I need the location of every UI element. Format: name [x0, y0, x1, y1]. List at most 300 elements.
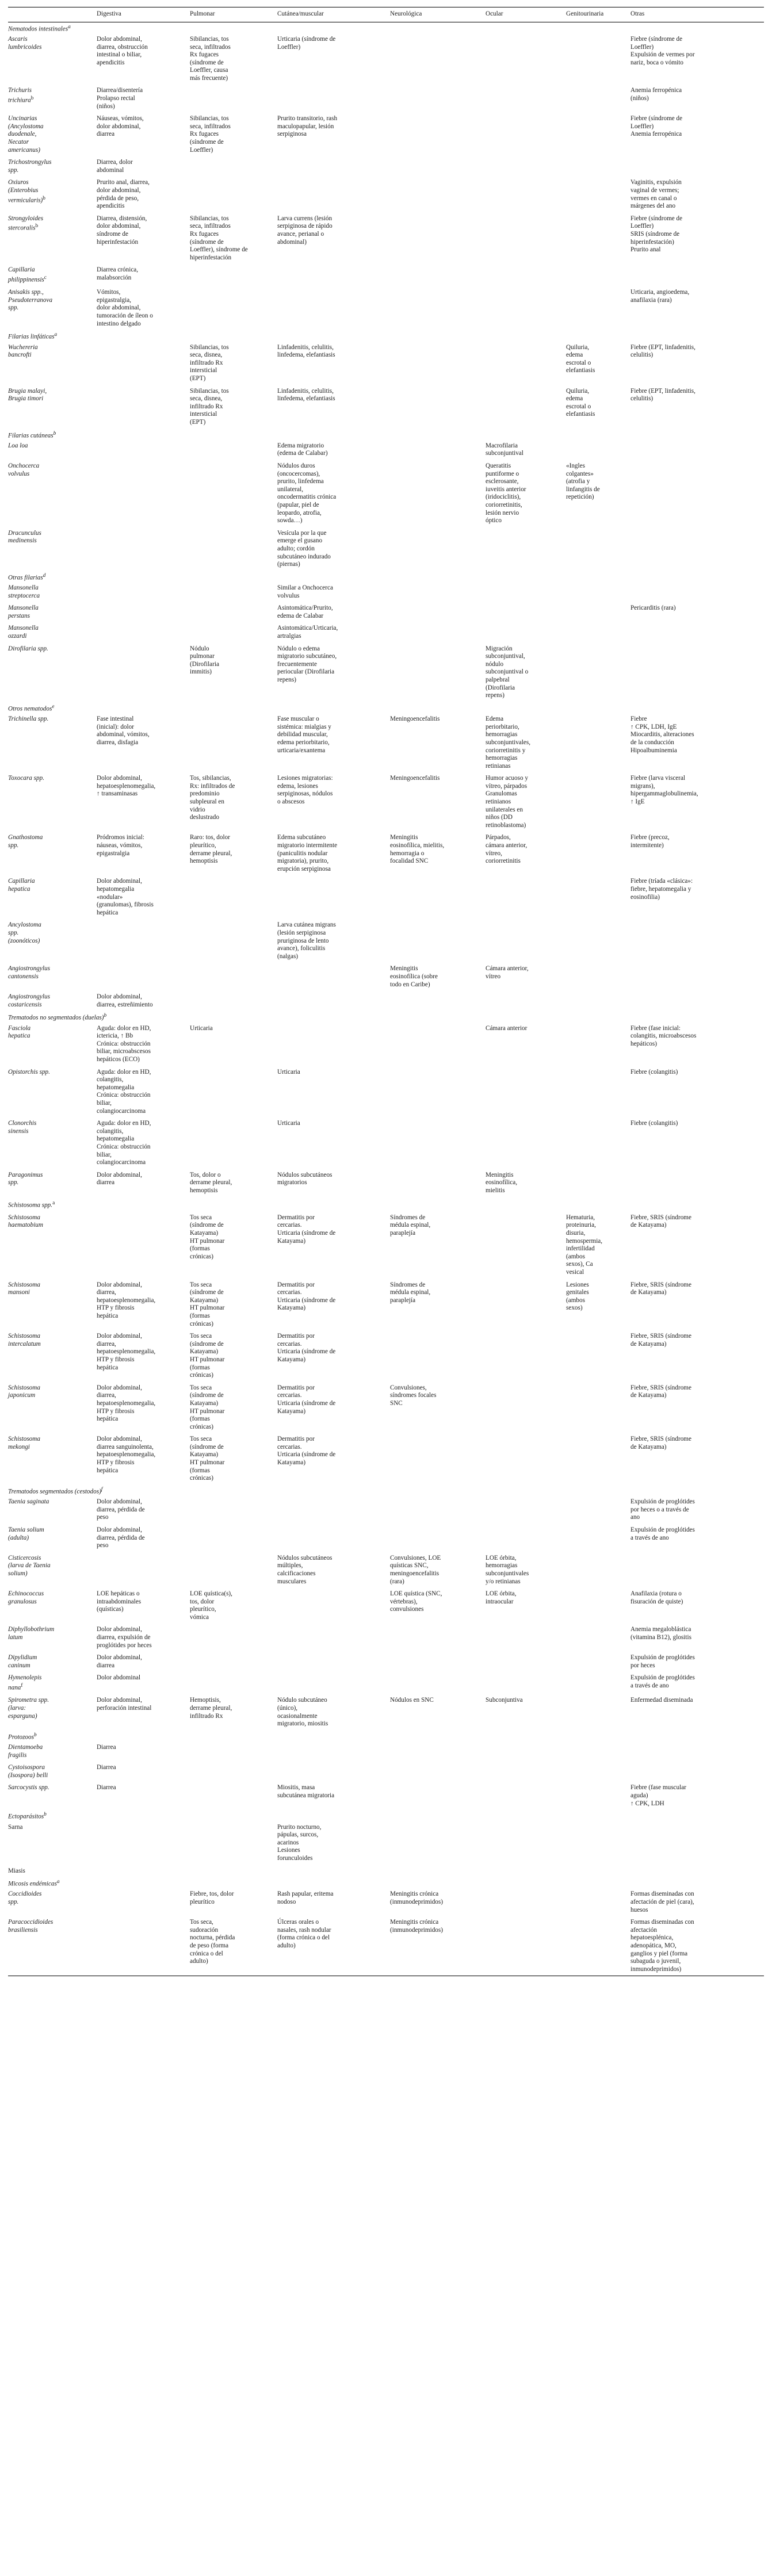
table-cell: Dermatitis por cercarias. Urticaria (síndrome de Katayama) — [277, 1333, 336, 1363]
table-cell: Pródromos inicial: náuseas, vómitos, epigastralgia — [97, 834, 144, 857]
table-row — [8, 286, 764, 330]
table-cell: Dolor abdominal, diarrea, hepatoesplenomegalia, HTP y fibrosis hepática — [97, 1333, 156, 1371]
table-cell — [486, 1496, 566, 1524]
table-cell — [277, 875, 390, 919]
parasite-name-cell — [8, 1888, 97, 1916]
table-cell — [566, 113, 630, 156]
table-cell: Fiebre (fase inicial: colangitis, microabscesos hepáticos) — [630, 1024, 697, 1047]
parasite-name: Angiostrongylus cantonensis — [8, 965, 50, 980]
table-row — [8, 1433, 764, 1485]
table-cell: Dermatitis por cercarias. Urticaria (síndrome de Katayama) — [277, 1214, 336, 1245]
parasite-name: Mansonella ozzardi — [8, 625, 39, 640]
parasite-name-cell — [8, 213, 97, 265]
table-row — [8, 156, 764, 177]
table-cell: Expulsión de proglótides a través de ano — [630, 1526, 695, 1541]
column-header: Neurológica — [390, 7, 486, 22]
table-row — [8, 582, 764, 602]
table-row — [8, 1212, 764, 1279]
parasite-name: Coccidioides spp. — [8, 1890, 42, 1906]
table-cell: Nódulo subcutáneo (único), ocasionalmente migratorio, miositis — [277, 1697, 328, 1728]
table-cell — [190, 1782, 277, 1810]
table-cell — [97, 342, 190, 385]
section-heading-row — [8, 1877, 764, 1888]
table-cell: Nódulos subcutáneos migratorios — [277, 1171, 333, 1186]
table-cell — [566, 832, 630, 875]
section-label: Micosis endémicas — [8, 1880, 57, 1888]
table-cell: LOE órbita, intraocular — [486, 1590, 517, 1605]
section-heading — [8, 1011, 764, 1022]
table-cell — [190, 1117, 277, 1169]
parasite-name: Schistosoma spp. — [8, 1201, 53, 1209]
table-cell — [630, 1865, 764, 1878]
parasite-name: Taenia saginata — [8, 1498, 49, 1506]
parasite-name: Cisticercosis (larva de Taenia solium) — [8, 1554, 51, 1577]
parasite-name-cell — [8, 832, 97, 875]
table-cell: Urticaria — [277, 1068, 300, 1075]
footnote-marker: b — [53, 430, 56, 437]
table-cell: Fiebre, SRIS (síndrome de Katayama) — [630, 1436, 691, 1450]
table-cell — [190, 1741, 277, 1762]
section-heading — [8, 571, 764, 582]
parasite-name: Strongyloides stercoralis — [8, 215, 44, 232]
table-cell — [566, 1762, 630, 1782]
table-cell: Dolor abdominal, hepatomegalia «nodular» (granulomas), fibrosis hepática — [97, 878, 154, 916]
parasite-name-cell — [8, 1330, 97, 1382]
footnote-marker: a — [54, 332, 58, 338]
table-cell: Formas diseminadas con afectación hepatoesplénica, adenopática, MO, ganglios y piel (forma subaguda o juvenil, inmunodeprimidos) — [630, 1919, 694, 1973]
table-cell — [566, 33, 630, 85]
footnote-marker: a — [56, 1879, 60, 1885]
table-cell — [486, 1212, 566, 1279]
parasite-name: Schistosoma mekongi — [8, 1436, 40, 1450]
table-cell: Anemia megaloblástica (vitamina B12), glositis — [630, 1626, 691, 1641]
table-cell: Lesiones migratorias: edema, lesiones serpiginosas, nódulos o abscesos — [277, 775, 333, 806]
table-cell — [277, 963, 390, 991]
table-cell: Miositis, masa subcutánea migratoria — [277, 1784, 335, 1800]
table-cell — [566, 1169, 630, 1197]
parasite-name: Schistosoma japonicum — [8, 1384, 40, 1399]
footnote-marker: b — [30, 95, 34, 102]
table-cell — [277, 1588, 390, 1624]
parasite-name-cell — [8, 1762, 97, 1782]
table-row — [8, 1588, 764, 1624]
table-cell: Tos seca (síndrome de Katayama) HT pulmonar (formas crónicas) — [190, 1333, 225, 1379]
table-cell — [390, 460, 486, 527]
table-cell — [486, 1916, 566, 1976]
table-cell: Dolor abdominal, diarrea, hepatoesplenomegalia, HTP y fibrosis hepática — [97, 1384, 156, 1423]
table-cell — [190, 1652, 277, 1672]
table-cell: Fiebre (EPT, linfadenitis, celulitis) — [630, 343, 695, 359]
table-cell — [190, 85, 277, 113]
table-cell — [390, 385, 486, 429]
table-cell: Tos seca (síndrome de Katayama) HT pulmonar (formas crónicas) — [190, 1214, 225, 1260]
table-cell — [390, 602, 486, 622]
parasite-name: Ascaris lumbricoides — [8, 35, 42, 51]
table-row — [8, 264, 764, 286]
parasite-name-cell — [8, 713, 97, 772]
table-cell: Sibilancias, tos seca, disnea, infiltrado Rx intersticial (EPT) — [190, 343, 229, 382]
section-heading — [8, 1731, 764, 1741]
table-row — [8, 919, 764, 963]
parasite-name-cell — [8, 1524, 97, 1552]
table-cell — [566, 772, 630, 832]
parasite-name: Diphyllobothrium latum — [8, 1626, 55, 1641]
section-heading-row — [8, 1731, 764, 1741]
table-cell: Edema subcutáneo migratorio intermitente (paniculitis nodular migratoria), prurito, erupción serpiginosa — [277, 834, 338, 872]
table-cell: Formas diseminadas con afectación de piel (cara), huesos — [630, 1890, 694, 1913]
table-row — [8, 1279, 764, 1331]
table-cell: Diarrea — [97, 1784, 116, 1792]
table-cell: Anemia ferropénica (niños) — [630, 87, 682, 102]
table-cell — [486, 1382, 566, 1434]
section-heading-row — [8, 1810, 764, 1821]
table-cell — [277, 177, 390, 212]
table-row — [8, 460, 764, 527]
parasite-name-cell — [8, 177, 97, 212]
section-heading-row — [8, 571, 764, 582]
footnote-marker: b — [44, 1812, 47, 1818]
parasite-name-cell — [8, 1672, 97, 1694]
table-cell — [566, 1496, 630, 1524]
parasite-name: Trichostrongylus spp. — [8, 159, 52, 174]
column-header: Digestiva — [97, 7, 190, 22]
table-cell — [486, 1865, 566, 1878]
table-cell — [566, 1694, 630, 1730]
table-cell — [97, 1888, 190, 1916]
table-cell — [390, 85, 486, 113]
section-label: Protozoos — [8, 1733, 34, 1741]
table-cell: Sibilancias, tos seca, infiltrados Rx fugaces (síndrome de Loeffler) — [190, 115, 231, 154]
table-cell: Linfadenitis, celulitis, linfedema, elefantiasis — [277, 387, 335, 403]
table-row — [8, 1169, 764, 1197]
table-cell — [390, 113, 486, 156]
table-cell: Cámara anterior, vítreo — [486, 965, 529, 980]
table-row — [8, 963, 764, 991]
table-cell: Aguda: dolor en HD, colangitis, hepatomegalia Crónica: obstrucción biliar, colangiocarcinoma — [97, 1120, 151, 1166]
parasite-name-cell — [8, 1382, 97, 1434]
table-cell: Prurito anal, diarrea, dolor abdominal, pérdida de peso, apendicitis — [97, 179, 150, 210]
table-cell: Dolor abdominal, perforación intestinal — [97, 1697, 152, 1712]
table-cell — [190, 1524, 277, 1552]
table-row — [8, 177, 764, 212]
table-row — [8, 1888, 764, 1916]
table-cell — [390, 33, 486, 85]
table-cell — [190, 582, 277, 602]
column-header: Otras — [630, 7, 764, 22]
table-cell: Tos, dolor o derrame pleural, hemoptisis — [190, 1171, 232, 1194]
parasite-name: Schistosoma mansoni — [8, 1281, 40, 1296]
table-row — [8, 602, 764, 622]
table-cell: Dolor abdominal, diarrea sanguinolenta, hepatoesplenomegalia, HTP y fibrosis hepática — [97, 1436, 156, 1474]
table-cell — [630, 460, 764, 527]
table-cell — [390, 1197, 486, 1212]
parasite-name: Paragonimus spp. — [8, 1171, 43, 1186]
table-cell: Dolor abdominal, diarrea, pérdida de peso — [97, 1498, 145, 1521]
footnote-marker: d — [43, 572, 46, 579]
parasite-name: Dracunculus medinensis — [8, 529, 41, 545]
table-cell — [190, 1821, 277, 1865]
table-cell — [390, 919, 486, 963]
table-cell — [566, 622, 630, 642]
table-cell: Diarrea, distensión, dolor abdominal, síndrome de hiperinfestación — [97, 215, 147, 246]
table-cell — [486, 342, 566, 385]
parasite-name-cell — [8, 1916, 97, 1976]
table-cell — [277, 156, 390, 177]
table-cell: Expulsión de proglótides por heces o a través de ano — [630, 1498, 695, 1521]
table-cell: Sibilancias, tos seca, infiltrados Rx fugaces (síndrome de Loeffler, causa más frecuente) — [190, 35, 231, 82]
table-cell — [486, 1821, 566, 1865]
table-cell — [390, 1330, 486, 1382]
table-cell — [566, 1916, 630, 1976]
table-row — [8, 1865, 764, 1878]
table-cell — [97, 582, 190, 602]
table-cell: Enfermedad diseminada — [630, 1697, 693, 1704]
table-cell: Linfadenitis, celulitis, linfedema, elefantiasis — [277, 343, 335, 359]
table-cell: Dolor abdominal, hepatoesplenomegalia, ↑ transaminasas — [97, 775, 156, 798]
table-cell — [630, 643, 764, 702]
table-cell: Diarrea crónica, malabsorción — [97, 266, 139, 281]
parasite-name-cell — [8, 1117, 97, 1169]
parasite-name: Cystoisospora (Isospora) belli — [8, 1764, 48, 1779]
parasite-name: Paracoccidioides brasiliensis — [8, 1919, 53, 1934]
table-cell: Anafilaxia (rotura o fisuración de quiste) — [630, 1590, 683, 1605]
table-cell — [566, 1821, 630, 1865]
table-row — [8, 342, 764, 385]
parasite-name-cell — [8, 440, 97, 460]
table-cell — [190, 1496, 277, 1524]
parasite-name: Brugia malayi, Brugia timori — [8, 387, 47, 403]
table-cell: LOE órbita, hemorragias subconjuntivales y/o retinianas — [486, 1554, 529, 1585]
table-cell — [190, 991, 277, 1011]
table-cell: Fiebre, SRIS (síndrome de Katayama) — [630, 1281, 691, 1296]
table-cell — [97, 919, 190, 963]
table-cell — [390, 1524, 486, 1552]
table-cell: Fiebre (EPT, linfadenitis, celulitis) — [630, 387, 695, 403]
table-cell: Fiebre, SRIS (síndrome de Katayama) — [630, 1384, 691, 1399]
table-cell — [486, 582, 566, 602]
parasitosis-table — [8, 7, 764, 1976]
table-cell — [390, 643, 486, 702]
parasite-name-cell — [8, 991, 97, 1011]
table-row — [8, 1916, 764, 1976]
table-cell — [97, 1821, 190, 1865]
parasite-name-cell — [8, 1279, 97, 1331]
table-cell — [390, 264, 486, 286]
table-body — [8, 22, 764, 1976]
table-cell: Fiebre (síndrome de Loeffler) Anemia ferropénica — [630, 115, 683, 138]
table-cell — [190, 264, 277, 286]
section-heading — [8, 429, 764, 440]
table-cell: Expulsión de proglótides por heces — [630, 1654, 695, 1669]
footnote-marker: b — [43, 195, 45, 201]
table-cell: Prurito nocturno, pápulas, surcos, acarinos Lesiones forunculoides — [277, 1823, 322, 1862]
table-cell — [190, 1672, 277, 1694]
table-cell — [97, 1916, 190, 1976]
table-cell — [390, 213, 486, 265]
table-cell: Aguda: dolor en HD, ictericia, ↑ Bb Crónica: obstrucción biliar, microabscesos hepáticos (ECO) — [97, 1024, 151, 1063]
table-cell — [390, 582, 486, 602]
table-cell — [566, 963, 630, 991]
section-label: Nematodos intestinales — [8, 25, 68, 33]
table-cell: Tos seca (síndrome de Katayama) HT pulmonar (formas crónicas) — [190, 1384, 225, 1430]
table-cell — [190, 963, 277, 991]
parasite-name-cell — [8, 1212, 97, 1279]
document-sheet — [8, 7, 764, 1976]
table-row — [8, 1330, 764, 1382]
table-cell — [390, 1066, 486, 1118]
table-cell: Dolor abdominal, diarrea, pérdida de peso — [97, 1526, 145, 1549]
table-cell — [190, 1762, 277, 1782]
table-cell — [486, 1672, 566, 1694]
table-cell — [630, 264, 764, 286]
table-cell: Migración subconjuntival, nódulo subconjuntival o palpebral (Dirofilaria repens) — [486, 645, 529, 699]
parasite-name: Opistorchis spp. — [8, 1068, 50, 1075]
table-row — [8, 1741, 764, 1762]
section-heading-row — [8, 22, 764, 33]
table-cell — [630, 582, 764, 602]
column-header: Genitourinaria — [566, 7, 630, 22]
table-cell — [277, 1762, 390, 1782]
parasite-name-cell — [8, 963, 97, 991]
parasite-name: Ancylostoma spp. (zoonóticos) — [8, 921, 41, 944]
table-row — [8, 1624, 764, 1652]
parasite-name-cell — [8, 643, 97, 702]
section-heading-row — [8, 429, 764, 440]
table-cell — [486, 156, 566, 177]
parasite-name: Spirometra spp. (larva: esparguna) — [8, 1697, 49, 1720]
table-cell — [97, 963, 190, 991]
table-cell — [277, 1624, 390, 1652]
table-cell — [630, 1169, 764, 1197]
table-header-row — [8, 7, 764, 22]
table-cell: Nódulos subcutáneos múltiples, calcificaciones musculares — [277, 1554, 333, 1585]
parasite-name-cell — [8, 85, 97, 113]
table-cell — [566, 286, 630, 330]
table-cell — [486, 1652, 566, 1672]
parasite-name-cell — [8, 1197, 97, 1212]
table-cell — [486, 1782, 566, 1810]
parasite-name: Clonorchis sinensis — [8, 1120, 37, 1135]
table-cell — [566, 1741, 630, 1762]
table-row — [8, 1672, 764, 1694]
table-row — [8, 772, 764, 832]
table-cell — [566, 1624, 630, 1652]
table-cell: LOE hepáticas o intraabdominales (quísticas) — [97, 1590, 142, 1613]
table-cell — [566, 1117, 630, 1169]
table-cell: Raro: tos, dolor pleurítico, derrame pleural, hemoptisis — [190, 834, 232, 865]
table-row — [8, 440, 764, 460]
table-cell: Meningitis eosinofílica, mielitis — [486, 1171, 517, 1194]
section-label: Trematodos no segmentados (duelas) — [8, 1015, 104, 1022]
section-label: Ectoparásitos — [8, 1813, 44, 1820]
table-row — [8, 113, 764, 156]
table-cell — [566, 582, 630, 602]
parasite-name: Wuchereria bancrofti — [8, 343, 38, 359]
table-cell: Asintomática/Prurito, edema de Calabar — [277, 604, 333, 619]
parasite-name-cell — [8, 1821, 97, 1865]
table-cell — [566, 1552, 630, 1588]
table-cell — [190, 177, 277, 212]
table-cell — [277, 991, 390, 1011]
table-cell — [97, 1865, 190, 1878]
table-cell — [566, 85, 630, 113]
table-cell: Larva currens (lesión serpiginosa de rápido avance, perianal o abdominal) — [277, 215, 333, 246]
table-cell — [390, 875, 486, 919]
table-row — [8, 1821, 764, 1865]
parasite-name: Gnathostoma spp. — [8, 834, 43, 849]
parasite-name-cell — [8, 113, 97, 156]
table-cell: Tos seca (síndrome de Katayama) HT pulmonar (formas crónicas) — [190, 1436, 225, 1482]
table-cell — [277, 264, 390, 286]
table-cell — [97, 1212, 190, 1279]
table-row — [8, 1652, 764, 1672]
table-cell — [390, 286, 486, 330]
parasite-name-cell — [8, 622, 97, 642]
table-cell: Nódulo pulmonar (Dirofilaria immitis) — [190, 645, 219, 676]
table-cell — [190, 622, 277, 642]
table-cell — [390, 1821, 486, 1865]
table-row — [8, 1524, 764, 1552]
table-cell — [190, 527, 277, 571]
table-cell: Rash papular, eritema nodoso — [277, 1890, 334, 1906]
table-row — [8, 1694, 764, 1730]
table-cell: Lesiones genitales (ambos sexos) — [566, 1281, 589, 1312]
table-cell — [486, 1117, 566, 1169]
table-cell — [390, 1652, 486, 1672]
table-cell: Diarrea — [97, 1744, 116, 1751]
table-row — [8, 832, 764, 875]
table-cell: Fiebre (síndrome de Loeffler) Expulsión de vermes por nariz, boca o vómito — [630, 35, 695, 66]
column-header: Cutánea/muscular — [277, 7, 390, 22]
parasite-name-cell — [8, 385, 97, 429]
table-row — [8, 1552, 764, 1588]
table-cell: Sibilancias, tos seca, infiltrados Rx fugaces (síndrome de Loeffler), síndrome de hiperinfestación — [190, 215, 248, 261]
section-heading-row — [8, 330, 764, 341]
parasite-name: Dipylidium caninum — [8, 1654, 37, 1669]
parasite-name-cell — [8, 1169, 97, 1197]
table-cell: Fiebre (fase muscular aguda) ↑ CPK, LDH — [630, 1784, 686, 1807]
table-row — [8, 875, 764, 919]
table-cell — [566, 156, 630, 177]
table-cell: Quiluria, edema escrotal o elefantiasis — [566, 387, 595, 418]
table-cell: Dolor abdominal, diarrea, obstrucción intestinal o biliar, apendicitis — [97, 35, 148, 66]
table-cell — [486, 85, 566, 113]
table-cell — [486, 919, 566, 963]
table-cell — [277, 1524, 390, 1552]
table-cell — [486, 385, 566, 429]
table-cell — [390, 156, 486, 177]
table-cell: Macrofilaria subconjuntival — [486, 442, 523, 457]
table-cell: Nódulo o edema migratorio subcutáneo, frecuentemente periocular (Dirofilaria repens) — [277, 645, 337, 684]
parasite-name-cell — [8, 1433, 97, 1485]
table-cell — [190, 286, 277, 330]
table-cell: Similar a Onchocerca volvulus — [277, 584, 333, 599]
table-row — [8, 713, 764, 772]
table-cell — [566, 1588, 630, 1624]
table-cell: Dolor abdominal, diarrea — [97, 1171, 142, 1186]
table-cell — [277, 1197, 390, 1212]
table-cell: Vesícula por la que emerge el gusano adulto; cordón subcutáneo indurado (piernas) — [277, 529, 331, 568]
parasite-name: Oxiuros (Enterobius vermicularis) — [8, 179, 43, 204]
table-cell — [630, 527, 764, 571]
table-cell — [566, 177, 630, 212]
parasite-name-cell — [8, 919, 97, 963]
parasite-name: Capillaria hepatica — [8, 878, 35, 893]
table-cell — [566, 919, 630, 963]
table-cell: Humor acuoso y vítreo, párpados Granulomas retinianos unilaterales en niños (DD retinoblastoma) — [486, 775, 528, 829]
table-cell: Hematuria, proteinuria, disuria, hemospermia, infertilidad (ambos sexos), Ca vesical — [566, 1214, 603, 1276]
table-cell — [566, 1066, 630, 1118]
